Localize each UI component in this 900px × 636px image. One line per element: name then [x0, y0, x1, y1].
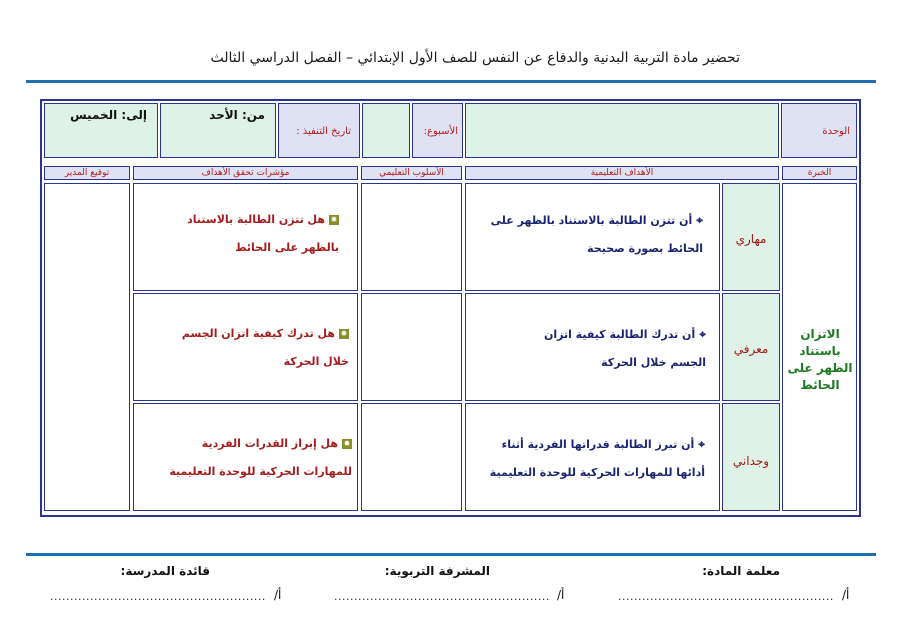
type-label: معرفي — [733, 342, 769, 356]
exec-date-label-cell — [278, 103, 360, 158]
week-label: الأسبوع: — [423, 126, 458, 137]
from-day-label: من: الأحد — [209, 108, 265, 122]
principal-sign-prefix: أ/ — [274, 588, 282, 602]
column-header-objectives: الأهداف التعليمية — [465, 166, 779, 180]
indicator-text: ✹هل إبراز القدرات الفردية للمهارات الحركية للوحدة التعليمية — [169, 437, 352, 478]
method-cell[interactable] — [361, 403, 462, 511]
type-cell-cognitive — [722, 293, 780, 401]
bottom-divider — [26, 553, 876, 556]
type-cell-skill — [722, 183, 780, 291]
unit-name-cell — [782, 183, 857, 511]
method-cell[interactable] — [361, 183, 462, 291]
type-label: مهاري — [735, 232, 767, 246]
supervisor-sign-dots: ...................................................... — [334, 590, 550, 603]
week-value-cell[interactable] — [362, 103, 410, 158]
week-label-cell — [412, 103, 463, 158]
supervisor-label: المشرفة التربوية: — [384, 564, 490, 578]
crosshair-bullet-icon: ⌖ — [698, 437, 705, 451]
column-header-method: الأسلوب التعليمي — [361, 166, 462, 180]
lesson-plan-table — [40, 99, 861, 517]
objective-text: ⌖أن تتزن الطالبة بالاستناد بالظهر على الحائط بصورة صحيحة — [490, 213, 703, 255]
to-day-cell[interactable] — [44, 103, 158, 158]
top-divider — [26, 80, 876, 83]
type-label: وجداني — [732, 454, 770, 468]
indicator-text: ✹هل تدرك كيفية اتزان الجسم خلال الحركة — [181, 327, 349, 368]
method-cell[interactable] — [361, 293, 462, 401]
objective-cell — [465, 183, 720, 291]
unit-name: الاتزان باستناد الظهر على الحائط — [787, 327, 853, 392]
supervisor-sign-prefix: أ/ — [557, 588, 565, 602]
objective-text: ⌖أن تدرك الطالبة كيفية اتزان الجسم خلال الحركة — [543, 327, 706, 369]
indicator-cell — [133, 293, 358, 401]
type-cell-affective — [722, 403, 780, 511]
principal-sign-dots: ...................................................... — [50, 590, 266, 603]
exec-date-label: تاريخ التنفيذ : — [296, 126, 351, 137]
objective-cell — [465, 403, 720, 511]
teacher-label: معلمة المادة: — [702, 564, 780, 578]
teacher-sign-prefix: أ/ — [842, 588, 850, 602]
from-day-cell[interactable] — [160, 103, 276, 158]
teacher-sign-dots: ...................................................... — [618, 590, 834, 603]
sun-bullet-icon: ✹ — [330, 215, 338, 224]
crosshair-bullet-icon: ⌖ — [696, 213, 703, 227]
page-title: تحضير مادة التربية البدنية والدفاع عن النفس للصف الأول الإبتدائي – الفصل الدراسي الثالث — [210, 50, 740, 66]
column-header-principal-sign: توقيع المدير — [44, 166, 130, 180]
principal-sign-cell[interactable] — [44, 183, 130, 511]
sun-bullet-icon: ✹ — [343, 439, 351, 448]
unit-label-cell — [781, 103, 857, 158]
objective-text: ⌖أن تبرز الطالبة قدراتها الفردية أثناء أدائها للمهارات الحركية للوحدة التعليمية — [489, 437, 705, 479]
indicator-cell — [133, 183, 358, 291]
objective-cell — [465, 293, 720, 401]
indicator-text: ✹هل تتزن الطالبة بالاستناد بالظهر على الحائط — [187, 213, 339, 254]
to-day-label: إلى: الخميس — [70, 108, 147, 122]
column-header-experience: الخبرة — [782, 166, 857, 180]
crosshair-bullet-icon: ⌖ — [699, 327, 706, 341]
unit-value-cell[interactable] — [465, 103, 779, 158]
column-header-indicators: مؤشرات تحقق الأهداف — [133, 166, 358, 180]
principal-label: قائدة المدرسة: — [120, 564, 210, 578]
sun-bullet-icon: ✹ — [340, 329, 348, 338]
indicator-cell — [133, 403, 358, 511]
unit-label: الوحدة — [822, 126, 850, 137]
